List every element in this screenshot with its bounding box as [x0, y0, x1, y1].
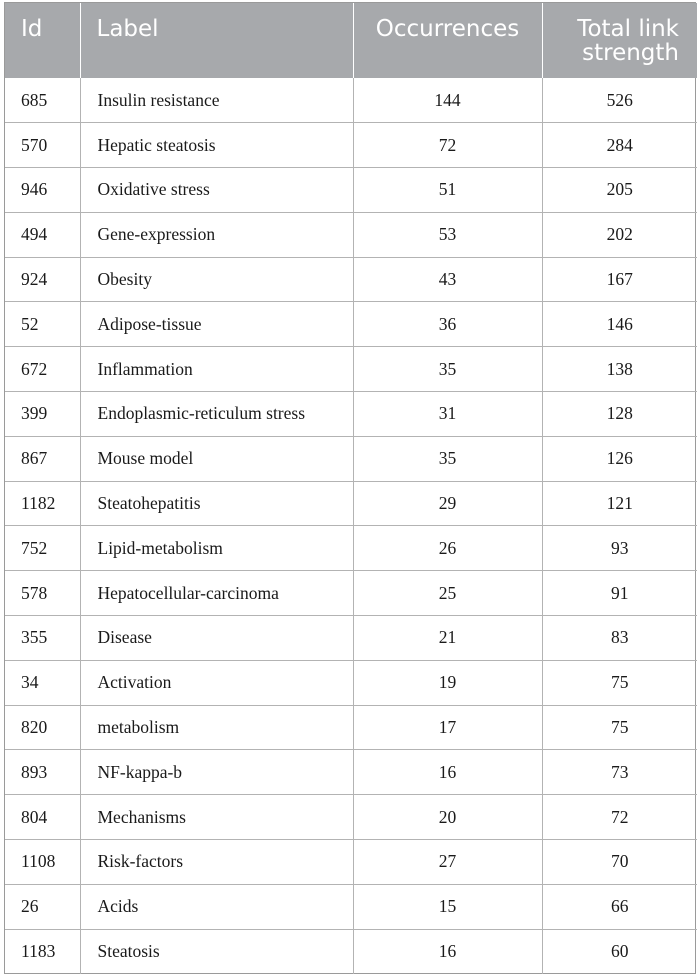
table-body [5, 78, 697, 974]
cell-total-link-strength: 284 [542, 123, 697, 168]
cell-label: Gene-expression [80, 212, 353, 257]
table-row [5, 705, 697, 750]
cell-total-link-strength: 72 [542, 795, 697, 840]
cell-id: 685 [21, 89, 48, 110]
cell-total-link-strength: 121 [542, 481, 697, 526]
cell-total-link-strength: 66 [542, 884, 697, 929]
cell-label: Adipose-tissue [80, 302, 353, 347]
cell-id: 946 [5, 168, 80, 213]
cell-total-link-strength: 128 [542, 392, 697, 437]
header-total-link-strength-line2: strength [582, 40, 679, 66]
header-total-link-strength [542, 3, 697, 78]
table-row [5, 392, 697, 437]
cell-id: 752 [5, 526, 80, 571]
table-row [5, 78, 697, 123]
cell-id: 1183 [5, 929, 80, 974]
cell-total-link-strength: 83 [542, 616, 697, 661]
cell-occurrences: 36 [353, 302, 542, 347]
table-row [5, 929, 697, 974]
keyword-table-container [4, 2, 696, 974]
cell-id: 578 [5, 571, 80, 616]
cell-label: Obesity [80, 257, 353, 302]
cell-occurrences: 21 [353, 616, 542, 661]
cell-id: 355 [5, 616, 80, 661]
cell-label: Endoplasmic-reticulum stress [80, 392, 353, 437]
header-row [5, 3, 697, 78]
cell-id: 820 [5, 705, 80, 750]
table-row [5, 168, 697, 213]
cell-occurrences: 26 [353, 526, 542, 571]
table-row [5, 616, 697, 661]
header-occurrences: Occurrences [353, 3, 542, 78]
cell-occurrences: 29 [353, 481, 542, 526]
cell-occurrences: 17 [353, 705, 542, 750]
cell-occurrences: 31 [353, 392, 542, 437]
cell-occurrences: 16 [353, 929, 542, 974]
cell-occurrences: 25 [353, 571, 542, 616]
cell-label: Inflammation [80, 347, 353, 392]
cell-id: 924 [5, 257, 80, 302]
cell-total-link-strength: 202 [542, 212, 697, 257]
cell-occurrences: 72 [353, 123, 542, 168]
table-row [5, 840, 697, 885]
cell-label: metabolism [80, 705, 353, 750]
cell-label: Steatosis [80, 929, 353, 974]
table-row [5, 481, 697, 526]
table-row [5, 347, 697, 392]
cell-id: 26 [5, 884, 80, 929]
cell-occurrences: 35 [353, 436, 542, 481]
cell-total-link-strength: 93 [542, 526, 697, 571]
cell-total-link-strength: 60 [542, 929, 697, 974]
cell-occurrences: 144 [353, 78, 542, 123]
table-row [5, 302, 697, 347]
cell-id: 34 [5, 660, 80, 705]
cell-id: 570 [5, 123, 80, 168]
cell-label: Mechanisms [80, 795, 353, 840]
cell-label: Activation [80, 660, 353, 705]
cell-occurrences: 27 [353, 840, 542, 885]
cell-label: Risk-factors [80, 840, 353, 885]
cell-id: 494 [5, 212, 80, 257]
cell-id: 1182 [5, 481, 80, 526]
cell-total-link-strength: 205 [542, 168, 697, 213]
cell-occurrences: 35 [353, 347, 542, 392]
cell-label: Insulin resistance [80, 78, 353, 123]
table-row [5, 750, 697, 795]
cell-total-link-strength: 167 [542, 257, 697, 302]
cell-total-link-strength: 138 [542, 347, 697, 392]
cell-label: Mouse model [80, 436, 353, 481]
cell-total-link-strength: 75 [542, 660, 697, 705]
cell-total-link-strength: 91 [542, 571, 697, 616]
cell-occurrences: 43 [353, 257, 542, 302]
cell-occurrences: 16 [353, 750, 542, 795]
table-row [5, 526, 697, 571]
cell-id: 52 [5, 302, 80, 347]
cell-label: NF-kappa-b [80, 750, 353, 795]
cell-label: Steatohepatitis [80, 481, 353, 526]
cell-total-link-strength: 73 [542, 750, 697, 795]
table-row [5, 257, 697, 302]
cell-label: Hepatic steatosis [80, 123, 353, 168]
cell-total-link-strength: 75 [542, 705, 697, 750]
table-row [5, 123, 697, 168]
cell-occurrences: 19 [353, 660, 542, 705]
cell-total-link-strength: 526 [542, 78, 697, 123]
cell-total-link-strength: 146 [542, 302, 697, 347]
cell-id: 1108 [5, 840, 80, 885]
header-id: Id [5, 3, 80, 78]
cell-occurrences: 15 [353, 884, 542, 929]
cell-occurrences: 20 [353, 795, 542, 840]
table-row [5, 795, 697, 840]
cell-label: Lipid-metabolism [80, 526, 353, 571]
cell-occurrences: 53 [353, 212, 542, 257]
keyword-table [5, 3, 697, 974]
cell-label: Acids [80, 884, 353, 929]
cell-label: Oxidative stress [80, 168, 353, 213]
table-row [5, 212, 697, 257]
header-label: Label [80, 3, 353, 78]
table-row [5, 571, 697, 616]
cell-total-link-strength: 70 [542, 840, 697, 885]
cell-total-link-strength: 126 [542, 436, 697, 481]
table-header [5, 3, 697, 78]
cell-id: 672 [5, 347, 80, 392]
cell-id: 804 [5, 795, 80, 840]
cell-id: 867 [5, 436, 80, 481]
table-row [5, 660, 697, 705]
cell-label: Disease [80, 616, 353, 661]
cell-id: 399 [5, 392, 80, 437]
table-row [5, 884, 697, 929]
cell-id: 893 [5, 750, 80, 795]
header-total-link-strength-line1: Total link [577, 16, 679, 42]
cell-label: Hepatocellular-carcinoma [80, 571, 353, 616]
table-row [5, 436, 697, 481]
cell-occurrences: 51 [353, 168, 542, 213]
